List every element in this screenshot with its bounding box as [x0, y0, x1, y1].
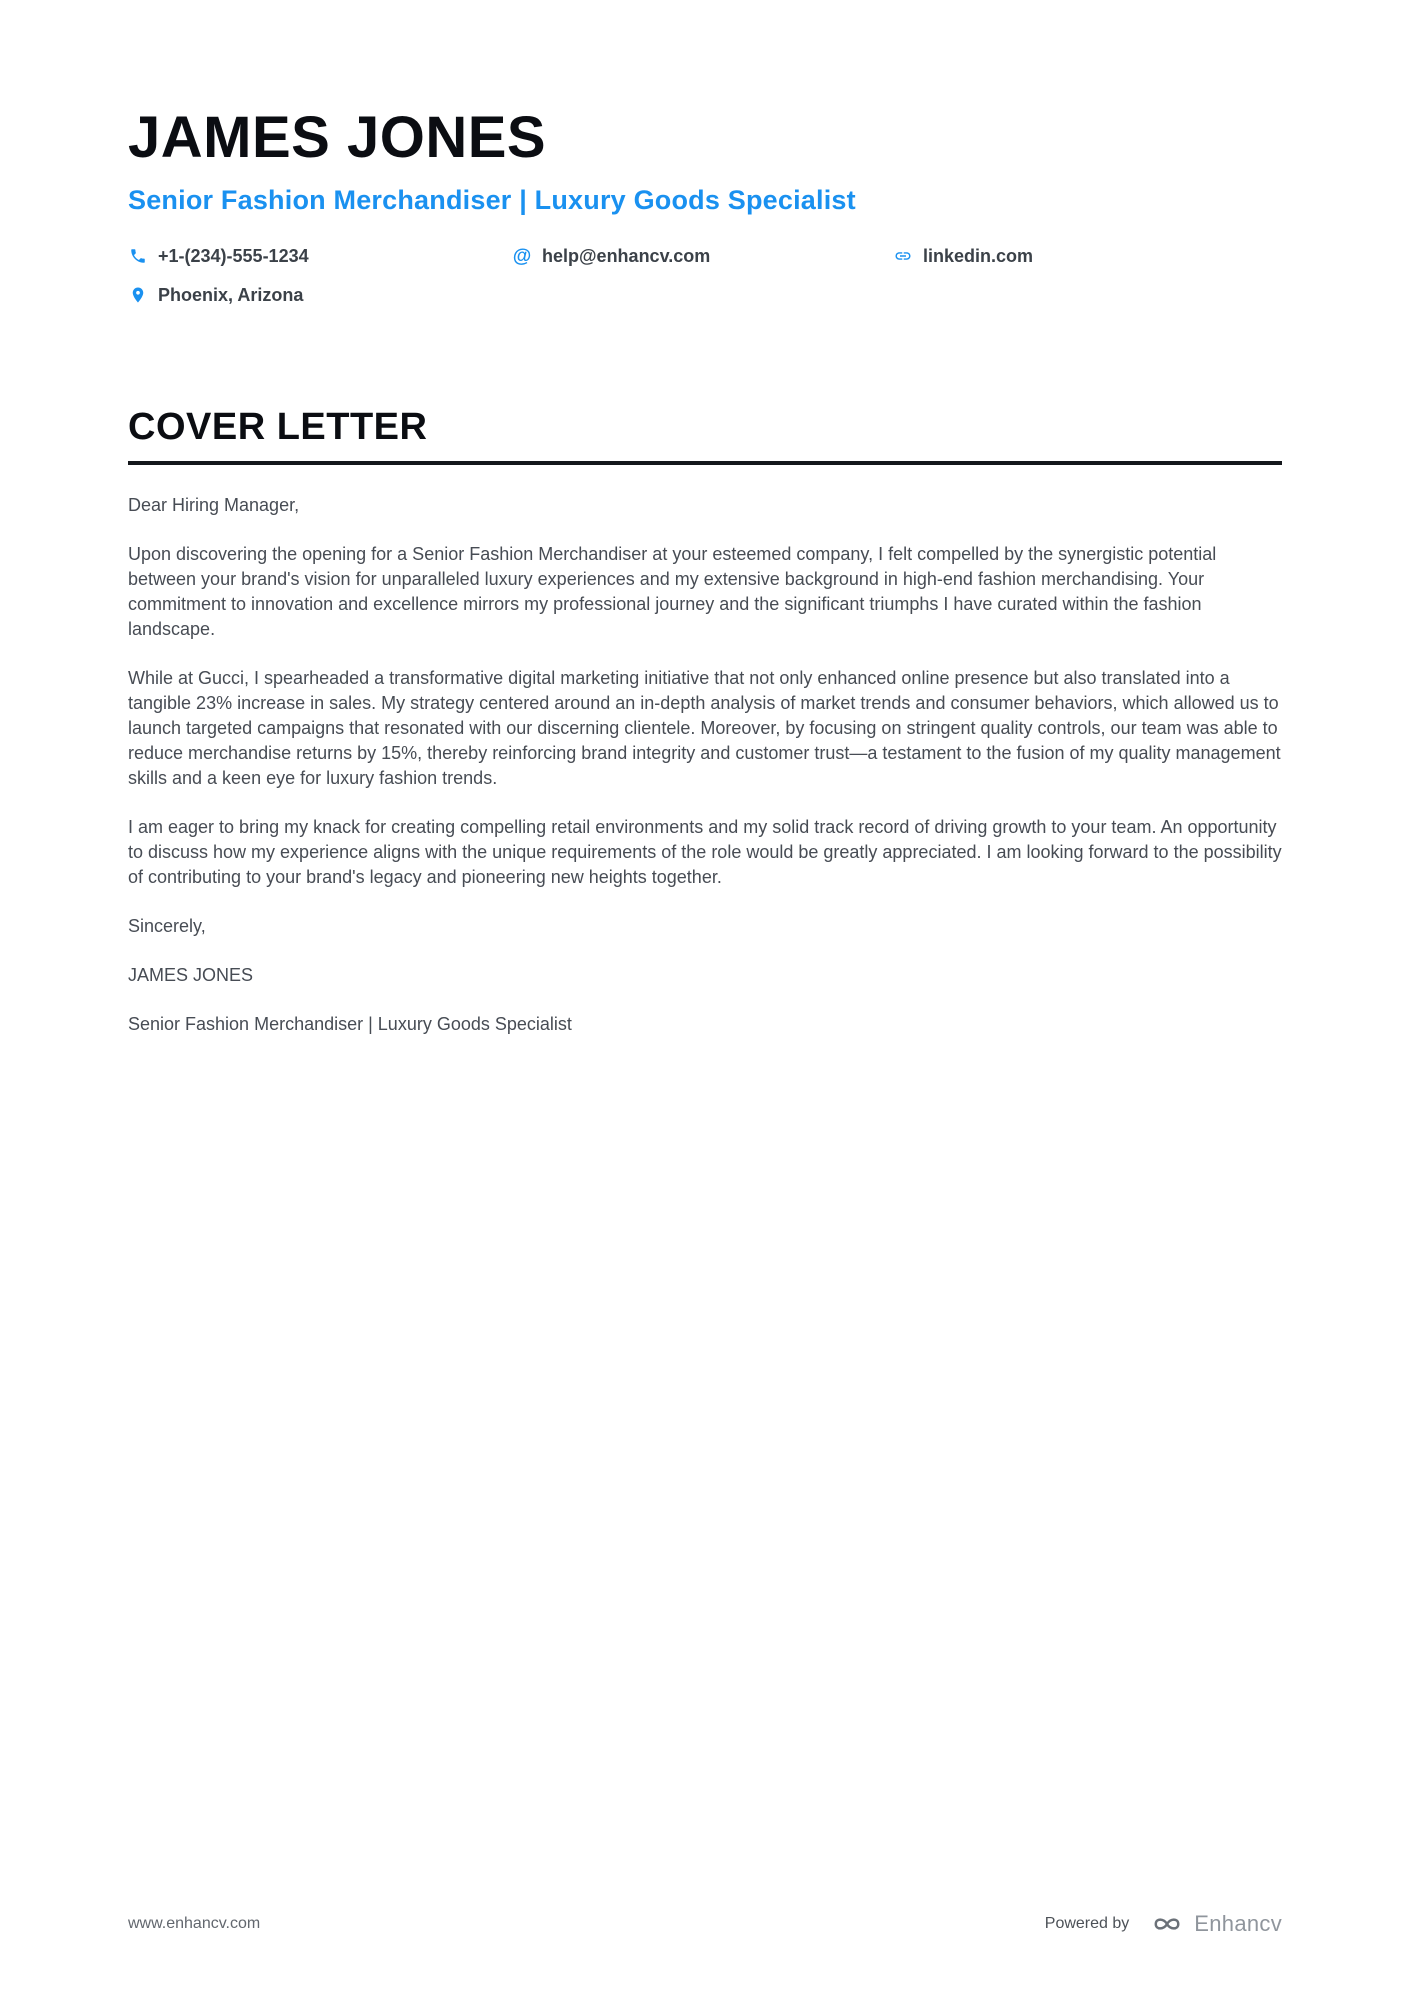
contact-row-location — [128, 285, 1282, 306]
section-heading-cover-letter: COVER LETTER — [128, 406, 1282, 465]
powered-by-block — [1045, 1911, 1282, 1937]
enhancv-brand-lockup[interactable] — [1151, 1911, 1282, 1937]
enhancv-logo-icon — [1151, 1913, 1185, 1935]
salutation: Dear Hiring Manager, — [128, 494, 300, 515]
location-pin-icon — [128, 285, 148, 305]
letter-paragraph: I am eager to bring my knack for creating compelling retail environments and my solid track record of driving growth to your team. An opportunity to discuss how my experience aligns with the unique requirements of the role would be greatly appreciated. I am looking forward to the possibility of contributing to your brand's legacy and pioneering new heights together. — [128, 816, 1282, 887]
phone-contact — [128, 246, 512, 267]
page-footer — [128, 1911, 1282, 1937]
phone-number: +1-(234)-555-1234 — [158, 245, 309, 266]
email-contact[interactable] — [512, 246, 893, 267]
linkedin-contact[interactable] — [893, 246, 1033, 267]
link-icon — [893, 246, 913, 266]
letter-body — [128, 493, 1282, 1037]
letter-section — [128, 406, 1282, 1037]
email-address[interactable]: help@enhancv.com — [542, 245, 711, 266]
enhancv-brand-name: Enhancv — [1194, 1911, 1282, 1936]
document-header — [128, 105, 1282, 306]
person-name: JAMES JONES — [128, 105, 547, 170]
powered-by-label: Powered by — [1044, 1915, 1130, 1932]
at-icon: @ — [512, 245, 532, 267]
linkedin-url[interactable]: linkedin.com — [923, 245, 1034, 266]
phone-icon — [128, 246, 148, 266]
person-job-title: Senior Fashion Merchandiser | Luxury Goods Specialist — [128, 184, 856, 215]
contact-row — [128, 246, 1282, 267]
signature-title: Senior Fashion Merchandiser | Luxury Goods Specialist — [128, 1013, 572, 1034]
website-link[interactable]: www.enhancv.com — [128, 1915, 261, 1932]
signature-name: JAMES JONES — [128, 964, 254, 985]
letter-paragraph: Upon discovering the opening for a Senior Fashion Merchandiser at your esteemed company, I felt compelled by the synergistic potential between your brand's vision for unparalleled luxury experiences and my extensive background in high-end fashion merchandising. Your commitment to innovation and excellence mirrors my professional journey and the significant triumphs I have curated within the fashion landscape. — [128, 543, 1217, 639]
letter-paragraph: While at Gucci, I spearheaded a transformative digital marketing initiative that not only enhanced online presence but also translated into a tangible 23% increase in sales. My strategy centered around an in-depth analysis of market trends and consumer behaviors, which allowed us to launch targeted campaigns that resonated with our discerning clientele. Moreover, by focusing on stringent quality controls, our team was able to reduce merchandise returns by 15%, thereby reinforcing brand integrity and customer trust—a testament to the fusion of my quality management skills and a keen eye for luxury fashion trends. — [128, 667, 1281, 788]
closing: Sincerely, — [128, 915, 206, 936]
location-contact — [128, 285, 512, 306]
location-text: Phoenix, Arizona — [158, 284, 304, 305]
